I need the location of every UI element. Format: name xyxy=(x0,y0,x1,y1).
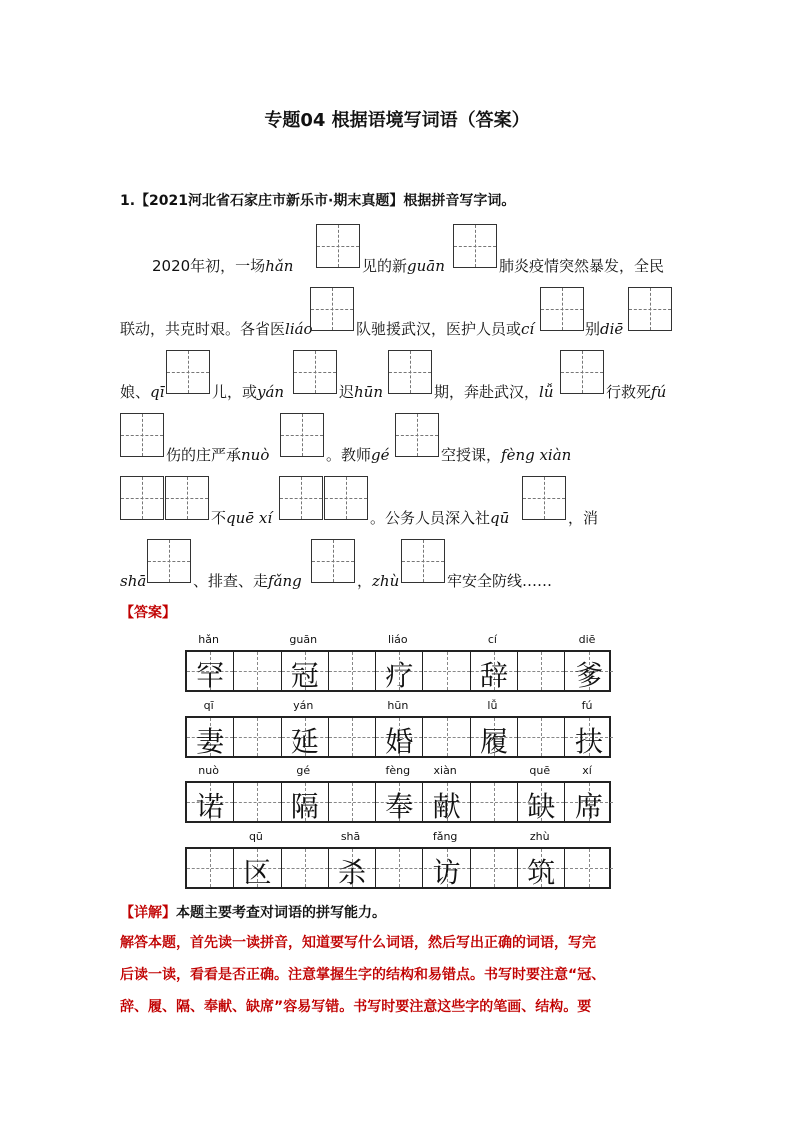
grid-cell xyxy=(187,652,234,690)
detail-line: 解答本题，首先读一读拼音，知道要写什么词语，然后写出正确的词语，写完 xyxy=(120,935,596,951)
grid-guide xyxy=(424,671,470,672)
answer-char: 隔 xyxy=(290,790,319,823)
answer-pinyin: lǚ xyxy=(487,699,498,712)
text-segment: ，消 xyxy=(568,509,599,527)
passage-text xyxy=(357,570,399,592)
pinyin-prompt: shā xyxy=(120,572,147,590)
answer-char: 杀 xyxy=(338,856,367,889)
pinyin-prompt: qū xyxy=(490,509,510,527)
answer-grid-row xyxy=(185,781,611,823)
grid-cell xyxy=(282,652,329,690)
writing-box[interactable] xyxy=(395,413,439,457)
grid-guide xyxy=(187,868,233,869)
grid-cell xyxy=(329,718,376,756)
grid-cell xyxy=(565,783,612,821)
answer-pinyin: cí xyxy=(487,633,497,646)
text-segment: 牢安全防线…… xyxy=(447,572,553,590)
answer-pinyin: guān xyxy=(289,633,318,646)
grid-cell xyxy=(424,652,471,690)
passage-text xyxy=(120,318,313,340)
grid-cell xyxy=(471,849,518,887)
pinyin-prompt: lǚ xyxy=(539,383,554,401)
grid-cell xyxy=(424,783,471,821)
writing-box[interactable] xyxy=(120,476,164,520)
answer-pinyin: hūn xyxy=(387,699,409,712)
pinyin-prompt: gé xyxy=(371,446,390,464)
answer-char: 缺 xyxy=(527,790,556,823)
answer-char: 扶 xyxy=(575,725,604,758)
passage-text xyxy=(326,444,390,466)
grid-cell xyxy=(471,718,518,756)
writing-box[interactable] xyxy=(628,287,672,331)
passage-text xyxy=(120,381,164,403)
grid-guide xyxy=(234,737,280,738)
writing-box[interactable] xyxy=(453,224,497,268)
answer-char: 区 xyxy=(243,856,272,889)
grid-cell xyxy=(187,783,234,821)
answer-char: 席 xyxy=(575,790,604,823)
grid-guide xyxy=(471,868,517,869)
answer-char: 辞 xyxy=(479,659,508,692)
writing-box[interactable] xyxy=(316,224,360,268)
grid-cell xyxy=(471,652,518,690)
grid-cell xyxy=(329,652,376,690)
writing-box[interactable] xyxy=(388,350,432,394)
text-segment: 联动，共克时艰。各省医 xyxy=(120,320,286,338)
grid-cell xyxy=(376,849,423,887)
pinyin-prompt: fú xyxy=(651,383,667,401)
grid-cell xyxy=(376,783,423,821)
passage-text xyxy=(606,381,666,403)
answer-pinyin: fǎng xyxy=(432,830,458,843)
text-segment: 、排查、走 xyxy=(193,572,269,590)
answer-pinyin: xiàn xyxy=(433,764,457,777)
grid-cell xyxy=(518,718,565,756)
grid-cell xyxy=(518,783,565,821)
grid-guide xyxy=(234,671,280,672)
text-segment: 见的新 xyxy=(362,257,408,275)
answer-pinyin: quē xyxy=(529,764,551,777)
answer-grid-row xyxy=(185,847,611,889)
grid-cell xyxy=(565,849,612,887)
answer-pinyin: qī xyxy=(203,699,214,712)
grid-guide xyxy=(234,802,280,803)
grid-cell xyxy=(376,718,423,756)
grid-cell xyxy=(234,718,281,756)
pinyin-prompt: qī xyxy=(150,383,165,401)
answer-grid-row xyxy=(185,716,611,758)
answer-pinyin: liáo xyxy=(388,633,408,646)
grid-cell xyxy=(234,849,281,887)
pinyin-prompt: quē xí xyxy=(226,509,273,527)
writing-box[interactable] xyxy=(540,287,584,331)
grid-cell xyxy=(282,783,329,821)
grid-guide xyxy=(329,737,375,738)
text-segment: 。公务人员深入社 xyxy=(370,509,491,527)
text-segment: 2020年初，一场 xyxy=(152,257,266,275)
answer-pinyin: hǎn xyxy=(198,633,219,646)
grid-cell xyxy=(424,718,471,756)
text-segment: 队驰援武汉，医护人员或 xyxy=(356,320,522,338)
answer-pinyin: gé xyxy=(296,764,311,777)
answer-label: 【答案】 xyxy=(120,605,176,621)
passage-text xyxy=(585,318,623,340)
grid-cell xyxy=(187,718,234,756)
writing-box[interactable] xyxy=(280,413,324,457)
answer-char: 罕 xyxy=(196,659,225,692)
pinyin-prompt: guān xyxy=(407,257,445,275)
answer-char: 履 xyxy=(479,725,508,758)
writing-box[interactable] xyxy=(311,539,355,583)
passage-text xyxy=(152,255,293,277)
text-segment: 别 xyxy=(585,320,601,338)
grid-cell xyxy=(282,718,329,756)
text-segment: 肺炎疫情突然暴发，全民 xyxy=(499,257,665,275)
answer-pinyin: nuò xyxy=(198,764,219,777)
grid-cell xyxy=(518,849,565,887)
grid-guide xyxy=(376,868,422,869)
answer-pinyin: qū xyxy=(248,830,263,843)
pinyin-prompt: zhù xyxy=(372,572,400,590)
passage-text xyxy=(362,255,445,277)
grid-guide xyxy=(329,802,375,803)
answer-pinyin: zhù xyxy=(529,830,550,843)
pinyin-prompt: nuò xyxy=(241,446,270,464)
text-segment: 。教师 xyxy=(326,446,372,464)
grid-cell xyxy=(234,652,281,690)
text-segment: 期，奔赴武汉， xyxy=(434,383,540,401)
answer-char: 访 xyxy=(432,856,461,889)
detail-label: 【详解】 xyxy=(120,905,176,921)
answer-pinyin: yán xyxy=(293,699,314,712)
text-segment: ， xyxy=(357,572,373,590)
writing-box[interactable] xyxy=(147,539,191,583)
grid-guide xyxy=(518,737,564,738)
answer-pinyin: fèng xyxy=(385,764,411,777)
grid-guide xyxy=(518,671,564,672)
answer-char: 奉 xyxy=(385,790,414,823)
passage-text xyxy=(441,444,571,466)
text-segment: 空授课， xyxy=(441,446,502,464)
answer-grid-row xyxy=(185,650,611,692)
grid-cell xyxy=(187,849,234,887)
grid-cell xyxy=(471,783,518,821)
pinyin-prompt: hǎn xyxy=(265,257,294,275)
writing-box[interactable] xyxy=(324,476,368,520)
grid-cell xyxy=(565,718,612,756)
detail-heading xyxy=(120,898,680,928)
writing-box[interactable] xyxy=(166,350,210,394)
writing-box[interactable] xyxy=(165,476,209,520)
grid-cell xyxy=(329,849,376,887)
pinyin-prompt: fǎng xyxy=(268,572,302,590)
grid-cell xyxy=(376,652,423,690)
text-segment: 娘、 xyxy=(120,383,151,401)
grid-guide xyxy=(471,802,517,803)
pinyin-prompt: liáo xyxy=(285,320,313,338)
answer-char: 爹 xyxy=(575,659,604,692)
grid-cell xyxy=(282,849,329,887)
detail-line: 辞、履、隔、奉献、缺席”容易写错。书写时要注意这些字的笔画、结构。要 xyxy=(120,999,592,1015)
pinyin-prompt: diē xyxy=(600,320,624,338)
writing-box[interactable] xyxy=(310,287,354,331)
passage-text xyxy=(166,444,269,466)
writing-box[interactable] xyxy=(279,476,323,520)
answer-char: 诺 xyxy=(196,790,225,823)
pinyin-prompt xyxy=(120,570,146,592)
grid-cell xyxy=(424,849,471,887)
page-title: 专题04 根据语境写词语（答案） xyxy=(264,110,530,131)
passage-text xyxy=(370,507,509,529)
grid-guide xyxy=(424,737,470,738)
passage-text xyxy=(211,507,272,529)
grid-cell xyxy=(234,783,281,821)
answer-char: 妻 xyxy=(196,725,225,758)
answer-char: 献 xyxy=(432,790,461,823)
grid-guide xyxy=(282,868,328,869)
writing-box[interactable] xyxy=(293,350,337,394)
writing-box[interactable] xyxy=(560,350,604,394)
grid-guide xyxy=(565,868,612,869)
pinyin-prompt: yán xyxy=(257,383,285,401)
passage-text xyxy=(434,381,553,403)
grid-cell xyxy=(565,652,612,690)
text-segment: 不 xyxy=(211,509,227,527)
writing-box[interactable] xyxy=(401,539,445,583)
pinyin-prompt: fèng xiàn xyxy=(501,446,572,464)
grid-cell xyxy=(518,652,565,690)
detail-intro: 本题主要考查对词语的拼写能力。 xyxy=(176,905,386,921)
answer-char: 延 xyxy=(290,725,319,758)
pinyin-prompt: cí xyxy=(521,320,535,338)
answer-char: 筑 xyxy=(527,856,556,889)
writing-box[interactable] xyxy=(120,413,164,457)
answer-pinyin: fú xyxy=(581,699,593,712)
passage-text xyxy=(339,381,383,403)
pinyin-prompt: hūn xyxy=(354,383,383,401)
grid-cell xyxy=(329,783,376,821)
question-heading: 1.【2021河北省石家庄市新乐市·期末真题】根据拼音写字词。 xyxy=(120,193,516,209)
passage-text xyxy=(193,570,302,592)
answer-char: 冠 xyxy=(290,659,319,692)
answer-pinyin: shā xyxy=(340,830,361,843)
answer-char: 婚 xyxy=(385,725,414,758)
writing-box[interactable] xyxy=(522,476,566,520)
detail-line: 后读一读，看看是否正确。注意掌握生字的结构和易错点。书写时要注意“冠、 xyxy=(120,967,606,983)
text-segment: 伤的庄严承 xyxy=(166,446,242,464)
answer-pinyin: xí xyxy=(582,764,592,777)
answer-pinyin: diē xyxy=(578,633,596,646)
passage-text xyxy=(356,318,534,340)
answer-char: 疗 xyxy=(385,659,414,692)
text-segment: 儿，或 xyxy=(212,383,258,401)
passage-text xyxy=(212,381,284,403)
text-segment: 行救死 xyxy=(606,383,652,401)
grid-guide xyxy=(329,671,375,672)
text-segment: 迟 xyxy=(339,383,355,401)
